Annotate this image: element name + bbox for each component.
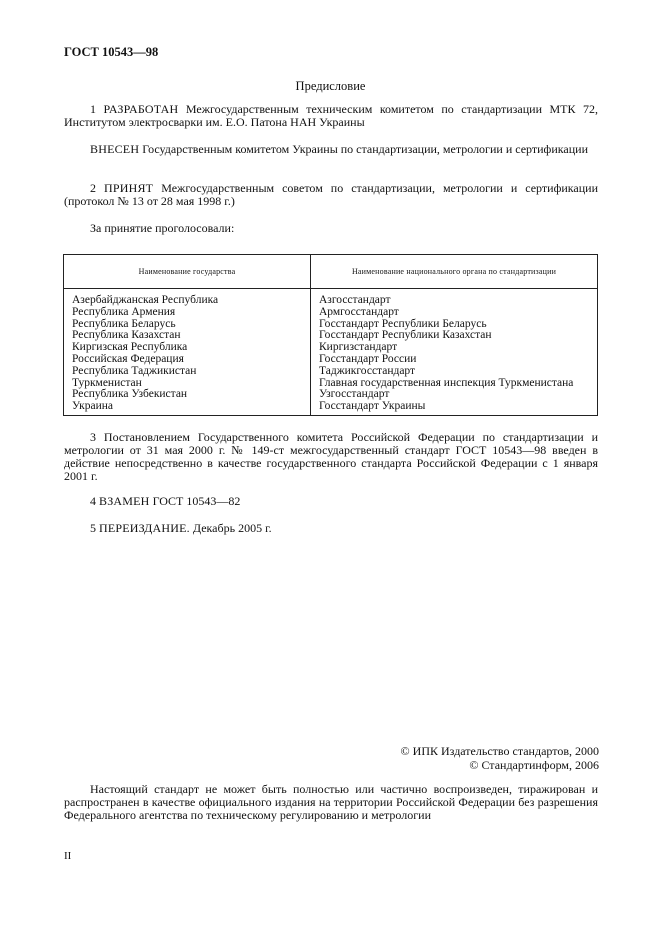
item-4-number: 4 [90, 494, 96, 508]
copyright-line-1: © ИПК Издательство стандартов, 2000 [400, 744, 599, 758]
body-item: Госстандарт Республики Казахстан [319, 329, 492, 342]
page-number: II [64, 850, 72, 862]
item-2-text: Межгосударственным советом по стандартизации, метрологии и сертификации (протокол № 13 от 28 мая 1998 г.) [64, 181, 598, 208]
body-item: Азгосстандарт [319, 294, 391, 306]
reproduction-notice [64, 783, 598, 822]
introduced-paragraph [64, 143, 598, 156]
introduced-keyword: ВНЕСЕН [90, 142, 140, 156]
state-item: Республика Узбекистан [72, 388, 188, 401]
body-item: Госстандарт России [319, 352, 417, 365]
table-header-body: Наименование национального органа по стандартизации [311, 255, 598, 289]
item-1-keyword: РАЗРАБОТАН [103, 102, 179, 116]
preface-title: Предисловие [295, 79, 366, 93]
item-2-keyword: ПРИНЯТ [104, 181, 154, 195]
state-item: Украина [72, 400, 113, 413]
state-item: Республика Казахстан [72, 329, 181, 342]
state-item: Республика Таджикистан [72, 364, 197, 377]
item-5-keyword: ПЕРЕИЗДАНИЕ. [99, 521, 190, 535]
body-item: Госстандарт Республики Беларусь [319, 317, 487, 330]
body-item: Таджикгосстандарт [319, 364, 416, 377]
body-item: Госстандарт Украины [319, 400, 426, 413]
item-4-keyword: ВЗАМЕН [99, 494, 150, 508]
copyright-block [401, 744, 599, 772]
table-header-state: Наименование государства [64, 255, 311, 289]
body-item: Узгосстандарт [319, 388, 390, 401]
copyright-line-2: © Стандартинформ, 2006 [469, 758, 599, 772]
body-item: Киргизстандарт [319, 341, 398, 354]
bodies-column [311, 289, 598, 416]
item-5-number: 5 [90, 521, 96, 535]
introduced-text: Государственным комитетом Украины по стандартизации, метрологии и сертификации [142, 142, 588, 156]
vote-table [63, 254, 598, 416]
states-column [64, 289, 311, 416]
state-item: Республика Беларусь [72, 317, 176, 330]
body-item: Армгосстандарт [319, 305, 399, 318]
item-1-text: Межгосударственным техническим комитетом по стандартизации МТК 72, Институтом электросварки им. Е.О. Патона НАН Украины [64, 102, 599, 129]
body-item: Главная государственная инспекция Туркменистана [319, 376, 574, 389]
state-item: Российская Федерация [72, 352, 184, 365]
item-5-reissue [64, 522, 598, 535]
item-2-adopted [64, 182, 598, 208]
item-4-text: ГОСТ 10543—82 [152, 494, 241, 508]
item-2-number: 2 [90, 181, 96, 195]
item-5-text: Декабрь 2005 г. [192, 521, 272, 535]
voted-label: За принятие проголосовали: [90, 221, 235, 235]
state-item: Киргизская Республика [72, 341, 188, 354]
item-3-number: 3 [90, 430, 96, 444]
state-item: Туркменистан [72, 376, 142, 389]
item-1-number: 1 [90, 102, 96, 116]
state-item: Азербайджанская Республика [72, 294, 219, 306]
voted-label-paragraph [64, 222, 598, 235]
item-1-developed [64, 103, 598, 129]
item-3-text: Постановлением Государственного комитета Российской Федерации по стандартизации и метрологии от 31 мая 2000 г. № 149-ст межгосударственный стандарт ГОСТ 10543—98 введен в действие непосредственно в качестве государственного стандарта Российской Федерации с 1 января 2001 г. [64, 430, 599, 483]
state-item: Республика Армения [72, 305, 176, 318]
item-3-enacted [64, 431, 598, 483]
notice-text: Настоящий стандарт не может быть полностью или частично воспроизведен, тиражирован и распространен в качестве официального издания на территории Российской Федерации без разрешения Федерального агентства по техническому регулированию и метрологии [64, 782, 598, 822]
item-4-replaces [64, 495, 598, 508]
document-code: ГОСТ 10543—98 [64, 45, 159, 59]
